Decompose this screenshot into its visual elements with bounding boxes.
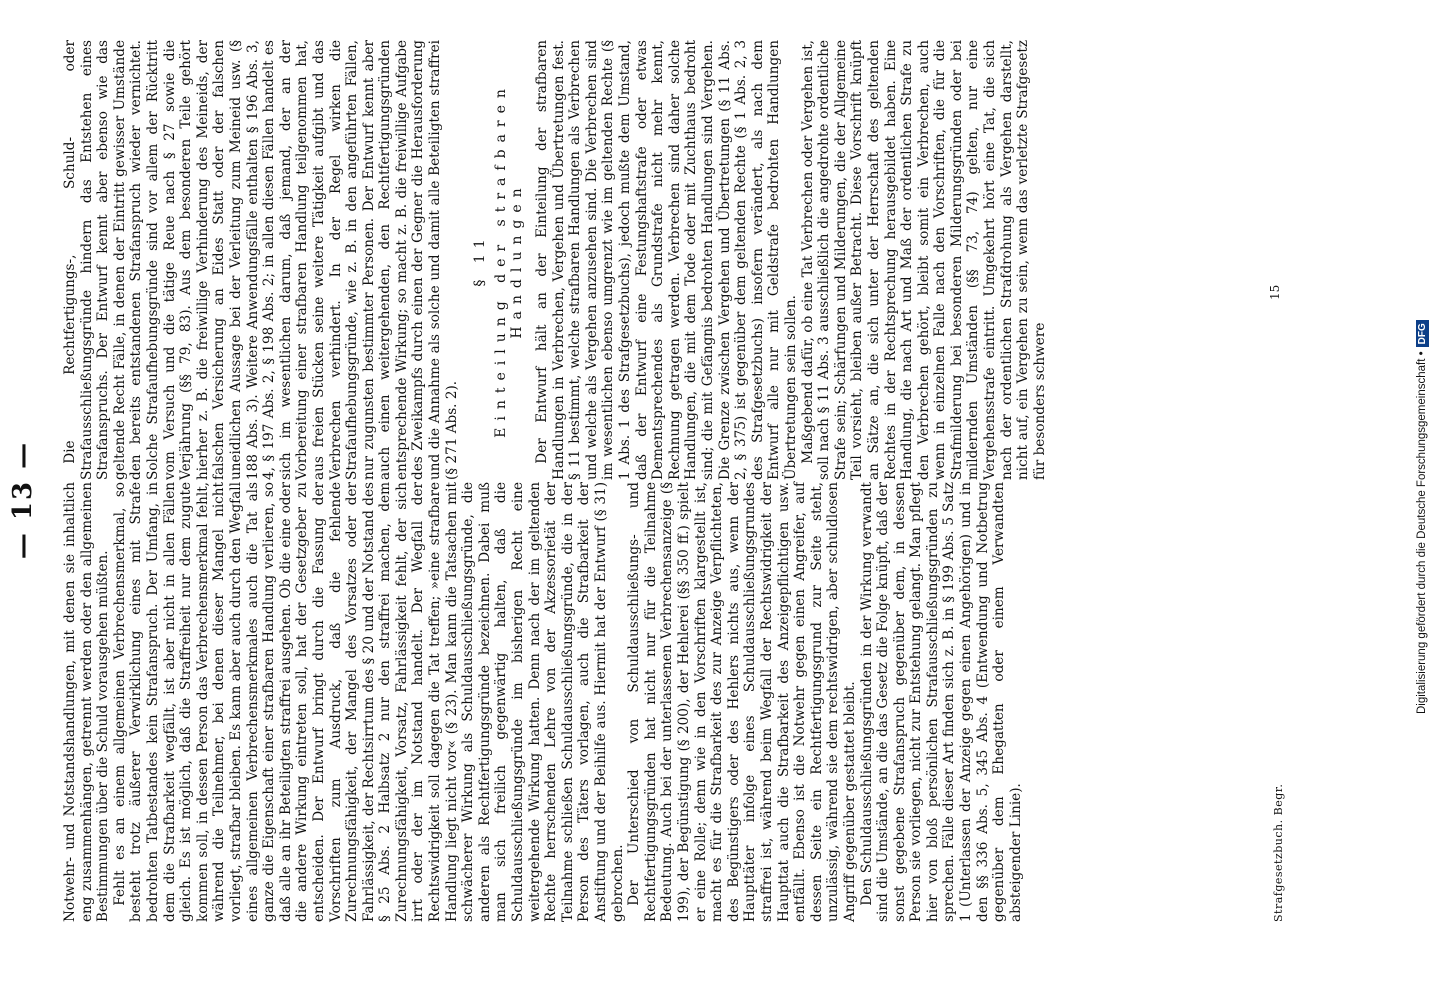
paragraph: Der Unterschied von Schuldausschließungs- und Rechtfertigungsgründen hat nicht nur für die Teilnahme Bedeutung. Auch bei der unterlassenen Verbrechensanzeige (§ 199), der Begünstigung (§ 200), der Hehlerei (§§ 350 ff.) spielt er eine Rolle; denn wie in den Vorschriften klargestellt ist, macht es für die Strafbarkeit des zur Anzeige Verpflichteten, des Begünstigers oder des Hehlers nichts aus, wenn der Haupttäter infolge eines Schuldausschließungsgrundes straffrei ist, während beim Wegfall der Rechtswidrigkeit der Haupttat auch die Strafbarkeit des Anzeigepflichtigen usw. entfällt. Ebenso ist die Notwehr gegen einen Angreifer, auf dessen Seite ein Rechtfertigungsgrund zur Seite steht, unzulässig, während sie dem rechtswidrigen, aber schuldlosen Angriff gegenüber gestattet bleibt. bbox=[626, 482, 858, 922]
footer-signature: 15 bbox=[1268, 284, 1282, 300]
dfg-logo: DFG bbox=[1416, 320, 1429, 347]
section-number: § 11 bbox=[472, 233, 489, 287]
left-column bbox=[62, 482, 1024, 922]
paragraph: Fehlt es an einem allgemeinen Verbrechensmerkmal, so besteht trotz äußerer Verwirklichung eines mit Strafe bedrohten Tatbestandes kein Strafanspruch. Der Umfang, in dem die Strafbarkeit wegfällt, ist aber nicht in allen Fällen gleich. Es ist möglich, daß die Straffreiheit nur dem zugute kommen soll, in dessen Person das Verbrechensmerkmal fehlt, während die Teilnehmer, bei denen dieser Mangel nicht vorliegt, strafbar bleiben. Es kann aber auch durch den Wegfall eines allgemeinen Verbrechensmerkmales auch die Tat als ganze die Eigenschaft einer strafbaren Handlung verlieren, so daß alle an ihr Beteiligten straffrei ausgehen. Ob die eine oder die andere Wirkung eintreten soll, hat der Gesetzgeber zu entscheiden. Der Entwurf bringt durch die Fassung der Vorschriften zum Ausdruck, daß die fehlende Zurechnungsfähigkeit, der Mangel des Vorsatzes oder der Fahrlässigkeit, der Rechtsirrtum des § 20 und der Notstand des § 25 Abs. 2 Halbsatz 2 nur den straffrei machen, dem Zurechnungsfähigkeit, Vorsatz, Fahrlässigkeit fehlt, der sich irrt oder der im Notstand handelt. Der Wegfall der Rechtswidrigkeit soll dagegen die Tat treffen; »eine strafbare Handlung liegt nicht vor« (§ 23). Man kann die Tatsachen mit schwächerer Wirkung als Schuldausschließungsgründe, die anderen als Rechtfertigungsgründe bezeichnen. Dabei muß man sich freilich gegenwärtig halten, daß die Schuldausschließungsgründe im bisherigen Recht eine weitergehende Wirkung hatten. Denn nach der im geltenden Rechte herrschenden Lehre von der Akzessorietät der Teilnahme schließen Schuldausschließungsgründe, die in der Person des Täters vorlagen, auch die Strafbarkeit der Anstiftung und der Beihilfe aus. Hiermit hat der Entwurf (§ 31) gebrochen. bbox=[111, 482, 626, 922]
page-number: — 13 — bbox=[8, 440, 38, 560]
paragraph: Der Entwurf hält an der Einteilung der strafbaren Handlungen in Verbrechen, Vergehen und Übertretungen fest. § 11 bestimmt, welche strafbaren Handlungen als Verbrechen und welche als Vergehen anzusehen sind. Die Verbrechen sind im wesentlichen ebenso umgrenzt wie im geltenden Rechte (§ 1 Abs. 1 des Strafgesetzbuchs), jedoch mußte dem Umstand, daß der Entwurf eine Festungshaftstrafe oder etwas Dementsprechendes als Grundstrafe nicht mehr kennt, Rechnung getragen werden. Verbrechen sind daher solche Handlungen, die mit dem Tode oder mit Zuchthaus bedroht sind; die mit Gefängnis bedrohten Handlungen sind Vergehen. Die Grenze zwischen Vergehen und Übertretungen (§ 11 Abs. 2, § 375) ist gegenüber dem geltenden Rechte (§ 1 Abs. 2, 3 des Strafgesetzbuchs) insofern verändert, als nach dem Entwurf alle nur mit Geldstrafe bedrohten Handlungen Übertretungen sein sollen. bbox=[534, 40, 799, 480]
dfg-credit-text: Digitalisierung gefördert durch die Deutsche Forschungsgemeinschaft • bbox=[1416, 351, 1428, 714]
paragraph: Die Rechtfertigungs-, Schuld- oder Strafausschließungsgründe hindern das Entstehen eines Strafanspruchs. Der Entwurf kennt aber ebenso wie das geltende Recht Fälle, in denen der Eintritt gewisser Umstände den bereits entstandenen Strafanspruch wieder vernichtet. Solche Strafaufhebungsgründe sind vor allem der Rücktritt vom Versuch und die tätige Reue nach § 27 sowie die Verjährung (§§ 79, 83). Aus dem besonderen Teile gehört hierher z. B. die freiwillige Verhinderung des Meineids, der falschen Versicherung an Eides Statt oder der falschen uneidlichen Aussage bei der Verleitung zum Meineid usw. (§ 188 Abs. 3). Weitere Anwendungsfälle enthalten § 196 Abs. 3, 4, § 197 Abs. 2, § 198 Abs. 2; in allen diesen Fällen handelt es sich im wesentlichen darum, daß jemand, der an der Vorbereitung einer strafbaren Handlung teilgenommen hat, aus freien Stücken seine weitere Tätigkeit aufgibt und das Verbrechen verhindert. In der Regel wirken die Strafaufhebungsgründe, wie z. B. in den angeführten Fällen, nur zugunsten bestimmter Personen. Der Entwurf kennt aber auch einen weitergehenden, den Rechtfertigungsgründen entsprechende Wirkung; so macht z. B. die freiwillige Aufgabe des Zweikampfs durch einen der Gegner die Herausforderung und die Annahme als solche und damit alle Beteiligten straffrei (§ 271 Abs. 2). bbox=[62, 40, 460, 480]
paragraph: Maßgebend dafür, ob eine Tat Verbrechen oder Vergehen ist, soll nach § 11 Abs. 3 ausschließlich die angedrohte ordentliche Strafe sein; Schärfungen und Milderungen, die der Allgemeine Teil vorsieht, bleiben außer Betracht. Diese Vorschrift knüpft an Sätze an, die sich unter der Herrschaft des geltenden Rechtes in der Rechtsprechung herausgebildet haben. Eine Handlung, die nach Art und Maß der ordentlichen Strafe zu den Verbrechen gehört, bleibt somit ein Verbrechen, auch wenn in einzelnen Falle nach den Vorschriften, die für die Strafmilderung bei besonderen Milderungsgründen oder bei mildernden Umständen (§§ 73, 74) gelten, nur eine Vergehensstrafe eintritt. Umgekehrt hört eine Tat, die sich nach der ordentlichen Strafdrohung als Vergehen darstellt, nicht auf, ein Vergehen zu sein, wenn das verletzte Strafgesetz für besonders schwere bbox=[799, 40, 1048, 480]
footer-source: Strafgesetzbuch. Begr. bbox=[1272, 783, 1285, 922]
right-column bbox=[62, 40, 1048, 480]
paragraph: Notwehr- und Notstandshandlungen, mit denen sie inhaltlich eng zusammenhängen, getrennt werden oder den allgemeinen Bestimmungen über die Schuld vorausgehen müßten. bbox=[62, 482, 112, 922]
section-title: Einteilung der strafbaren Handlungen bbox=[492, 82, 526, 438]
dfg-credit-strip bbox=[1412, 14, 1432, 714]
paragraph: Den Schuldausschließungsgründen in der Wirkung verwandt sind die Umstände, an die das Gesetz die Folge knüpft, daß der sonst gegebene Strafanspruch gegenüber dem, in dessen Person sie vorliegen, nicht zur Entstehung gelangt. Man pflegt hier von bloß persönlichen Strafausschließungsgründen zu sprechen. Fälle dieser Art finden sich z. B. in § 199 Abs. 5 Satz 1 (Unterlassen der Anzeige gegen einen Angehörigen) und in den §§ 336 Abs. 5, 345 Abs. 4 (Entwendung und Notbetrug gegenüber dem Ehegatten oder einem Verwandten absteigender Linie). bbox=[858, 482, 1024, 922]
